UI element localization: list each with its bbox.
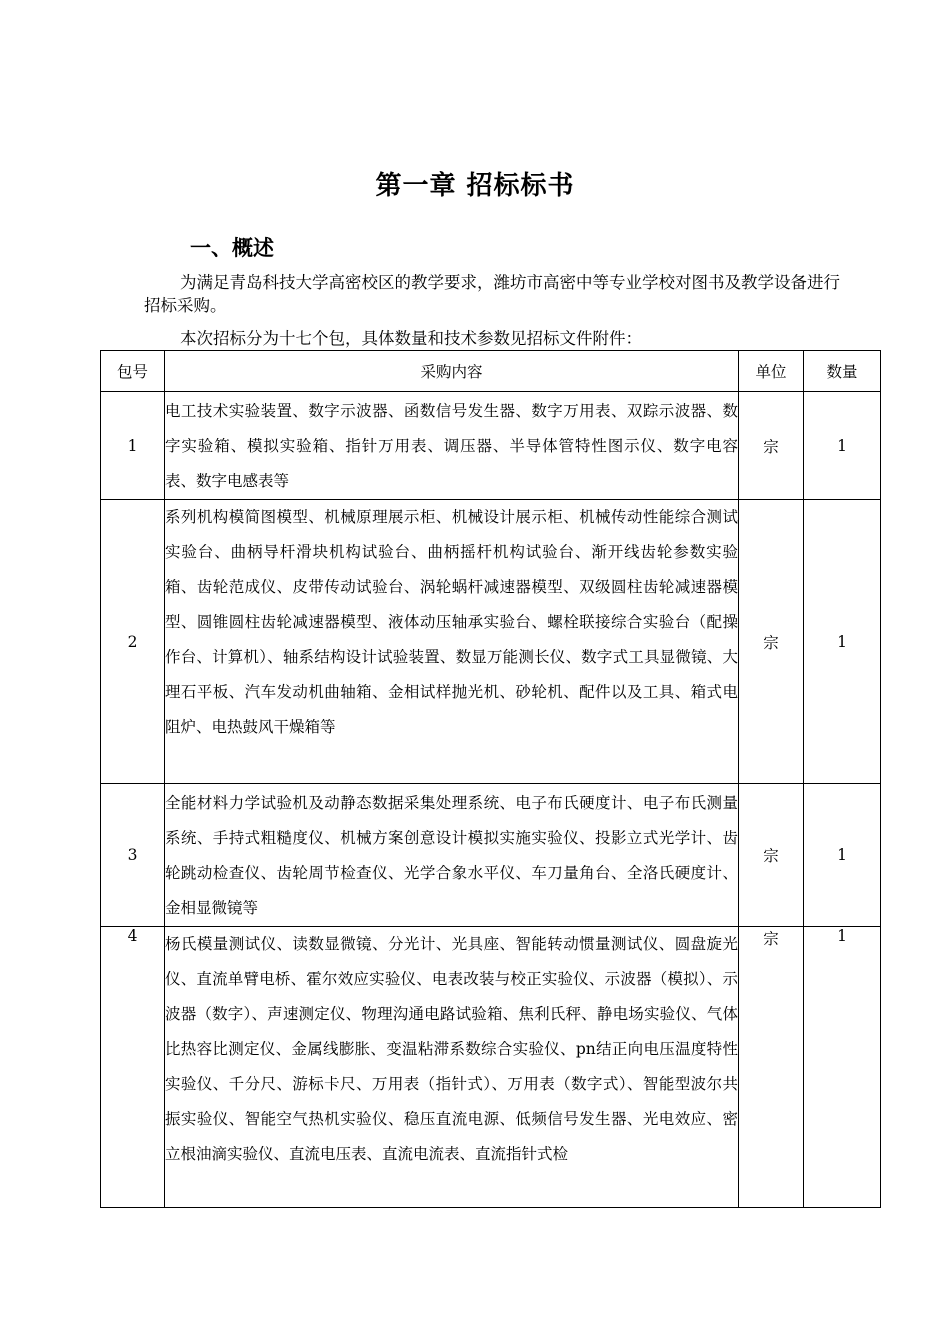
unit-cell: 宗 [739,784,804,927]
table-row [101,927,881,1208]
header-package-no: 包号 [101,351,165,392]
content-cell-text: 杨氏模量测试仪、读数显微镜、分光计、光具座、智能转动惯量测试仪、圆盘旋光仪、直流单臂电桥、霍尔效应实验仪、电表改装与校正实验仪、示波器（模拟）、示波器（数字）、声速测定仪、物理沟通电路试验箱、焦利氏秤、静电场实验仪、气体比热容比测定仪、金属线膨胀、变温粘滞系数综合实验仪、pn结正向电压温度特性实验仪、千分尺、游标卡尺、万用表（指针式）、万用表（数字式）、智能型波尔共振实验仪、智能空气热机实验仪、稳压直流电源、低频信号发生器、光电效应、密立根油滴实验仪、直流电压表、直流电流表、直流指针式检 [165,935,738,1163]
section-heading: 一、概述 [190,236,274,260]
header-unit: 单位 [739,351,804,392]
content-cell: 电工技术实验装置、数字示波器、函数信号发生器、数字万用表、双踪示波器、数字实验箱、模拟实验箱、指针万用表、调压器、半导体管特性图示仪、数字电容表、数字电感表等 [165,392,739,500]
table-row [101,392,881,500]
package-no-cell: 2 [101,500,165,784]
quantity-cell: 1 [804,500,881,784]
content-cell [165,927,739,1208]
package-no-cell: 3 [101,784,165,927]
unit-cell: 宗 [739,927,804,1208]
header-content: 采购内容 [165,351,739,392]
unit-cell: 宗 [739,392,804,500]
unit-cell: 宗 [739,500,804,784]
package-no-cell: 1 [101,392,165,500]
intro-paragraph: 为满足青岛科技大学高密校区的教学要求，潍坊市高密中等专业学校对图书及教学设备进行招标采购。 [144,273,840,315]
content-cell: 系列机构模简图模型、机械原理展示柜、机械设计展示柜、机械传动性能综合测试实验台、曲柄导杆滑块机构试验台、曲柄摇杆机构试验台、渐开线齿轮参数实验箱、齿轮范成仪、皮带传动试验台、涡轮蜗杆减速器模型、双级圆柱齿轮减速器模型、圆锥圆柱齿轮减速器模型、液体动压轴承实验台、螺栓联接综合实验台（配操作台、计算机）、轴系结构设计试验装置、数显万能测长仪、数字式工具显微镜、大理石平板、汽车发动机曲轴箱、金相试样抛光机、砂轮机、配件以及工具、箱式电阻炉、电热鼓风干燥箱等 [165,500,739,784]
quantity-cell: 1 [804,784,881,927]
header-quantity: 数量 [804,351,881,392]
table-row [101,500,881,784]
package-paragraph: 本次招标分为十七个包，具体数量和技术参数见招标文件附件： [180,329,642,348]
content-cell: 全能材料力学试验机及动静态数据采集处理系统、电子布氏硬度计、电子布氏测量系统、手持式粗糙度仪、机械方案创意设计模拟实施实验仪、投影立式光学计、齿轮跳动检查仪、齿轮周节检查仪、光学合象水平仪、车刀量角台、全洛氏硬度计、金相显微镜等 [165,784,739,927]
table-row [101,784,881,927]
package-no-cell: 4 [101,927,165,1208]
table-header-row [101,351,881,392]
quantity-cell: 1 [804,927,881,1208]
chapter-title: 第一章 招标标书 [375,171,575,201]
procurement-table [100,350,881,1208]
quantity-cell: 1 [804,392,881,500]
